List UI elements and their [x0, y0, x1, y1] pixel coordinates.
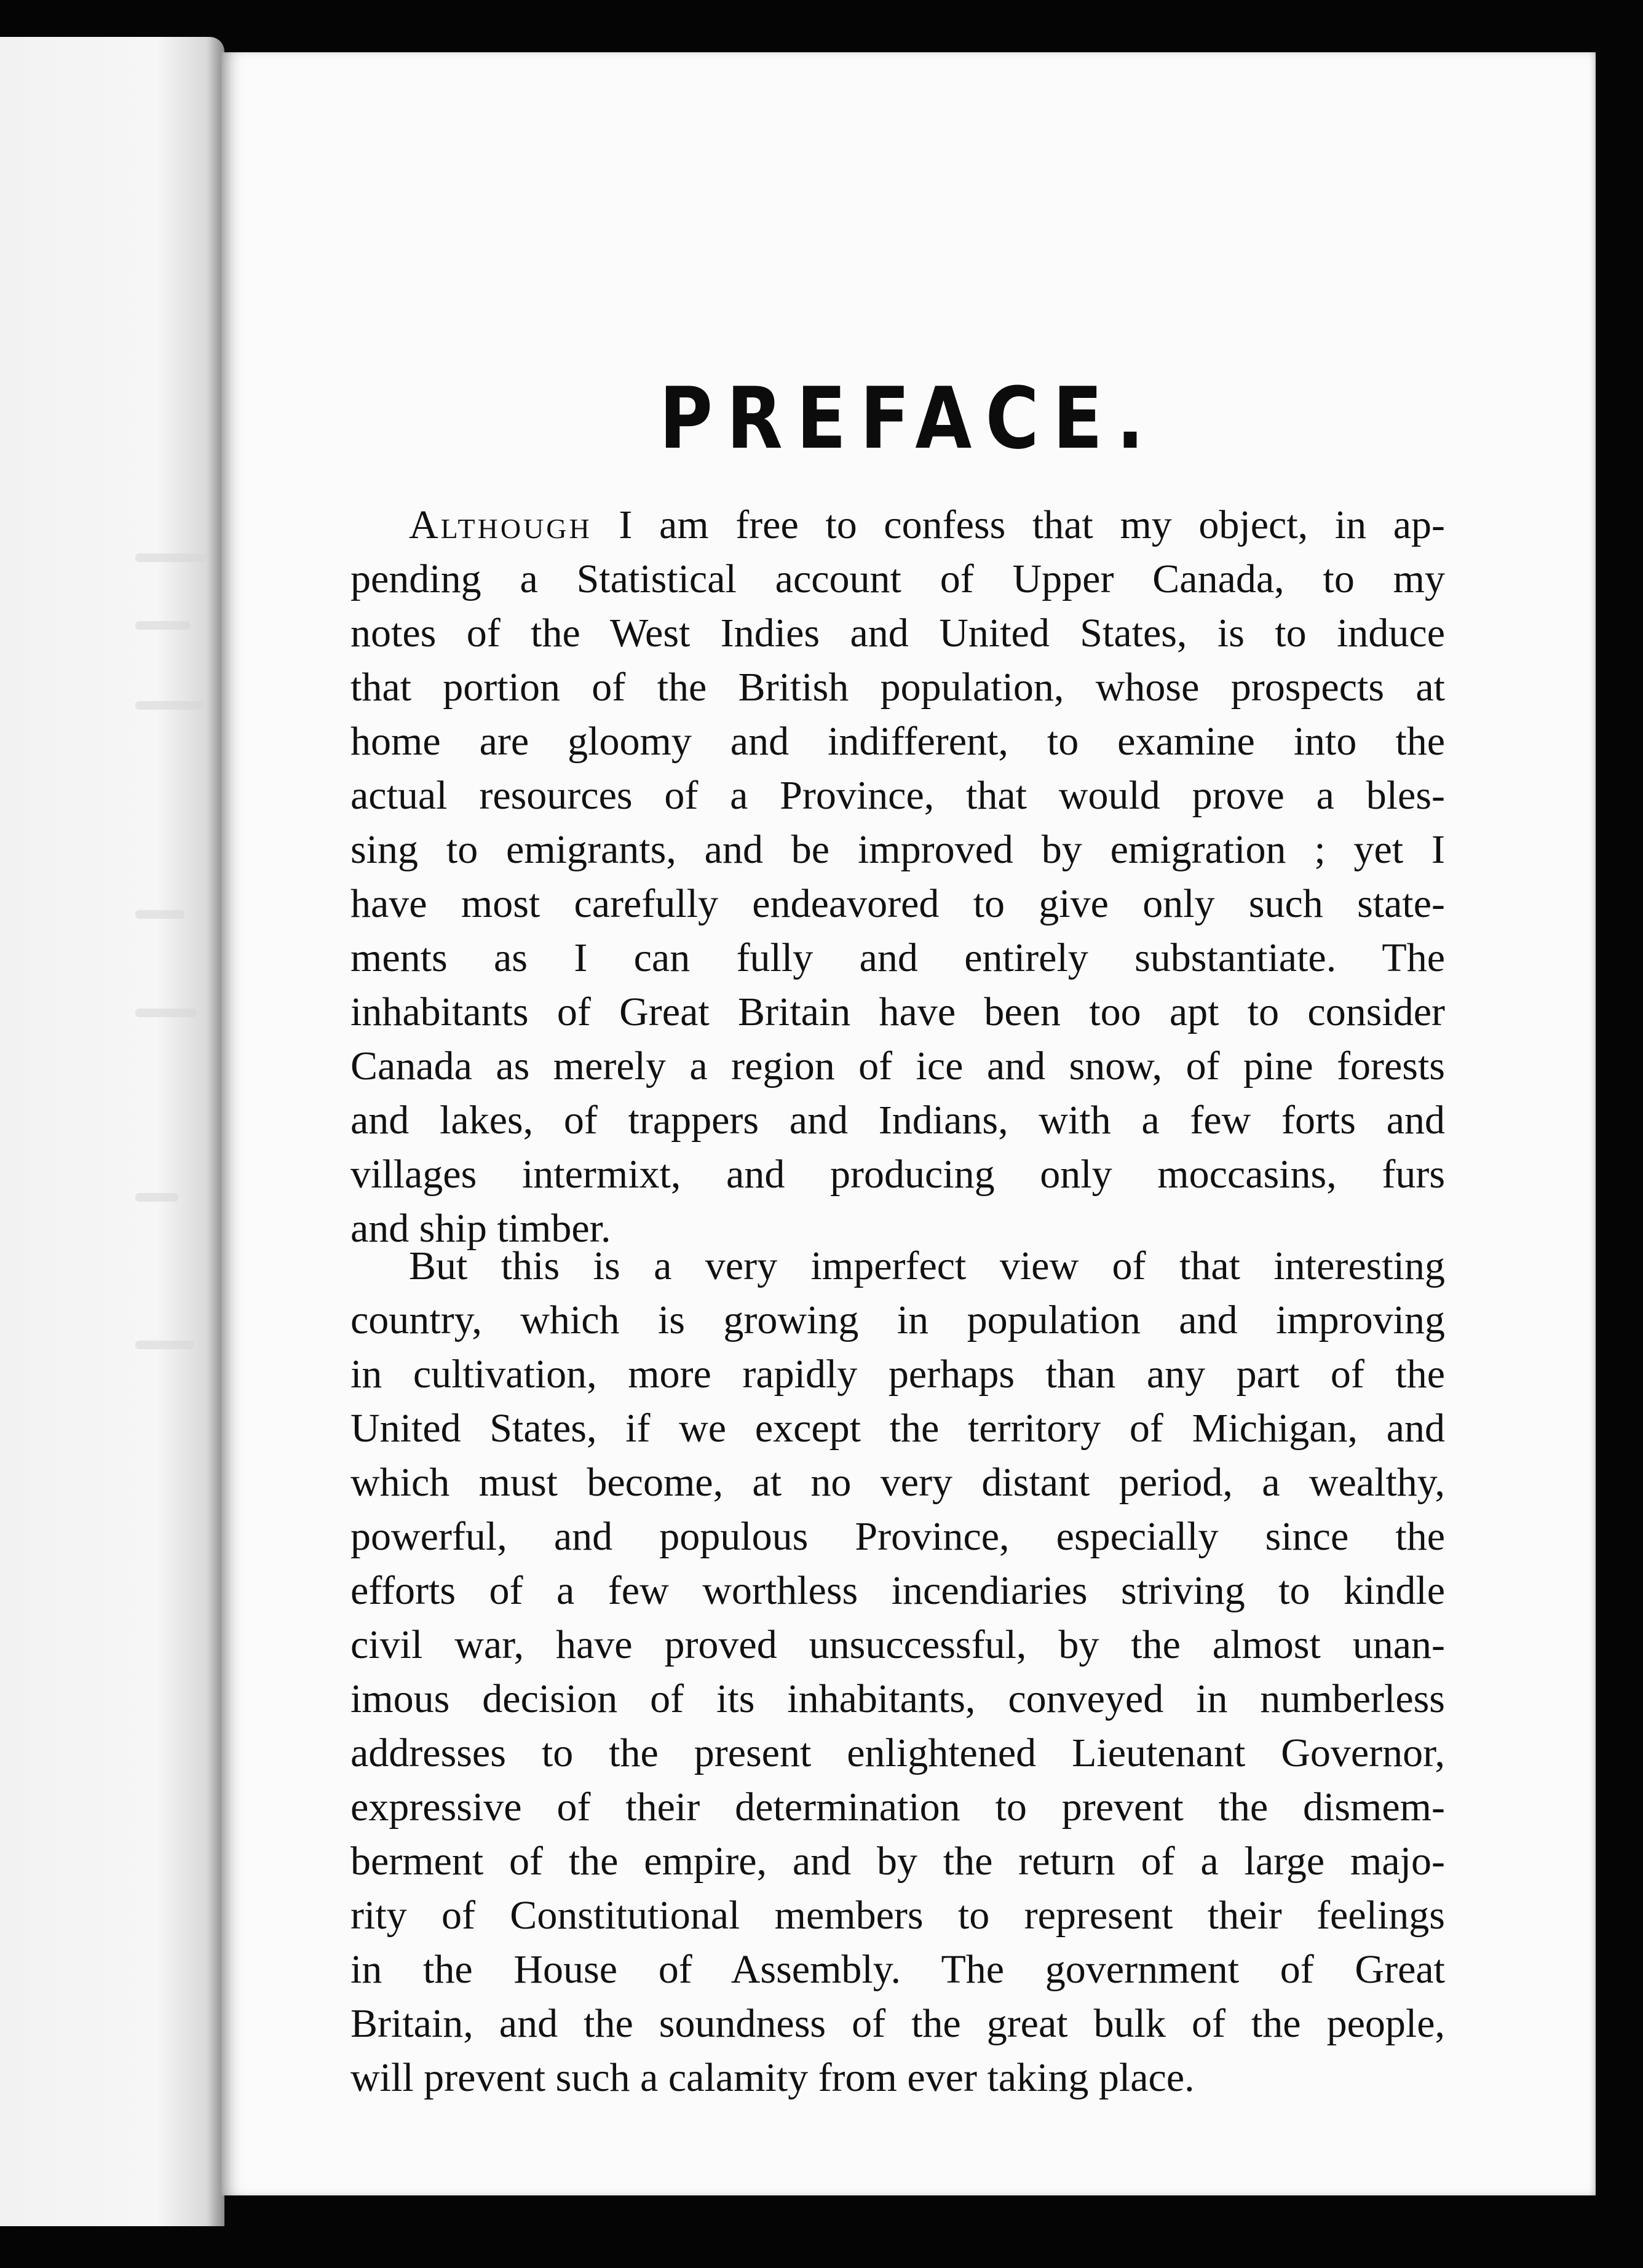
- text-line: Canada as merely a region of ice and snow, of pine forests: [350, 1044, 1445, 1088]
- lead-word: Although: [409, 502, 592, 547]
- bleed-through-mark: [135, 1009, 197, 1017]
- paragraph-2: [350, 1239, 1445, 2105]
- text-line: Although I am free to confess that my object, in ap-: [409, 502, 1445, 547]
- text-line: imous decision of its inhabitants, conveyed in numberless: [350, 1676, 1445, 1721]
- bleed-through-mark: [135, 1341, 194, 1349]
- text-line: actual resources of a Province, that would prove a bles-: [350, 773, 1445, 818]
- text-line: Britain, and the soundness of the great bulk of the people,: [350, 2001, 1445, 2046]
- paragraph-1: [350, 498, 1445, 1256]
- text-line: ments as I can fully and entirely substantiate. The: [350, 935, 1445, 980]
- text-line: rity of Constitutional members to represent their feelings: [350, 1893, 1445, 1938]
- text-line: villages intermixt, and producing only moccasins, furs: [350, 1152, 1445, 1197]
- bleed-through-mark: [135, 1193, 178, 1202]
- text-line: berment of the empire, and by the return of a large majo-: [350, 1839, 1445, 1884]
- bleed-through-mark: [135, 621, 191, 630]
- bleed-through-mark: [135, 553, 209, 562]
- text-line: notes of the West Indies and United States, is to induce: [350, 611, 1445, 656]
- page-title: PREFACE.: [659, 369, 1158, 468]
- text-line: which must become, at no very distant period, a wealthy,: [350, 1460, 1445, 1505]
- text-line: sing to emigrants, and be improved by emigration ; yet I: [350, 827, 1445, 872]
- text-line: pending a Statistical account of Upper Canada, to my: [350, 557, 1445, 601]
- facing-page-edge: [0, 37, 224, 2226]
- bleed-through-mark: [135, 910, 184, 919]
- text-line: will prevent such a calamity from ever taking place.: [350, 2055, 1195, 2100]
- book-page: [221, 52, 1596, 2195]
- text-line: have most carefully endeavored to give only such state-: [350, 881, 1445, 926]
- text-line: addresses to the present enlightened Lieutenant Governor,: [350, 1731, 1445, 1775]
- text-line: powerful, and populous Province, especially since the: [350, 1514, 1445, 1559]
- text-line: expressive of their determination to prevent the dismem-: [350, 1785, 1445, 1830]
- text-line: inhabitants of Great Britain have been too apt to consider: [350, 989, 1445, 1034]
- text-line: and lakes, of trappers and Indians, with a few forts and: [350, 1098, 1445, 1143]
- text-line: civil war, have proved unsuccessful, by the almost unan-: [350, 1622, 1445, 1667]
- text-line: and ship timber.: [350, 1206, 611, 1251]
- text-line: home are gloomy and indifferent, to examine into the: [350, 719, 1445, 764]
- text-line: in cultivation, more rapidly perhaps than any part of the: [350, 1352, 1445, 1397]
- text-line: country, which is growing in population and improving: [350, 1298, 1445, 1342]
- bleed-through-mark: [135, 701, 203, 710]
- text-line: United States, if we except the territory of Michigan, and: [350, 1406, 1445, 1451]
- text-line: in the House of Assembly. The government of Great: [350, 1947, 1445, 1992]
- text-line: efforts of a few worthless incendiaries striving to kindle: [350, 1568, 1445, 1613]
- text-line: But this is a very imperfect view of that interesting: [409, 1243, 1445, 1288]
- text-line: that portion of the British population, whose prospects at: [350, 665, 1445, 710]
